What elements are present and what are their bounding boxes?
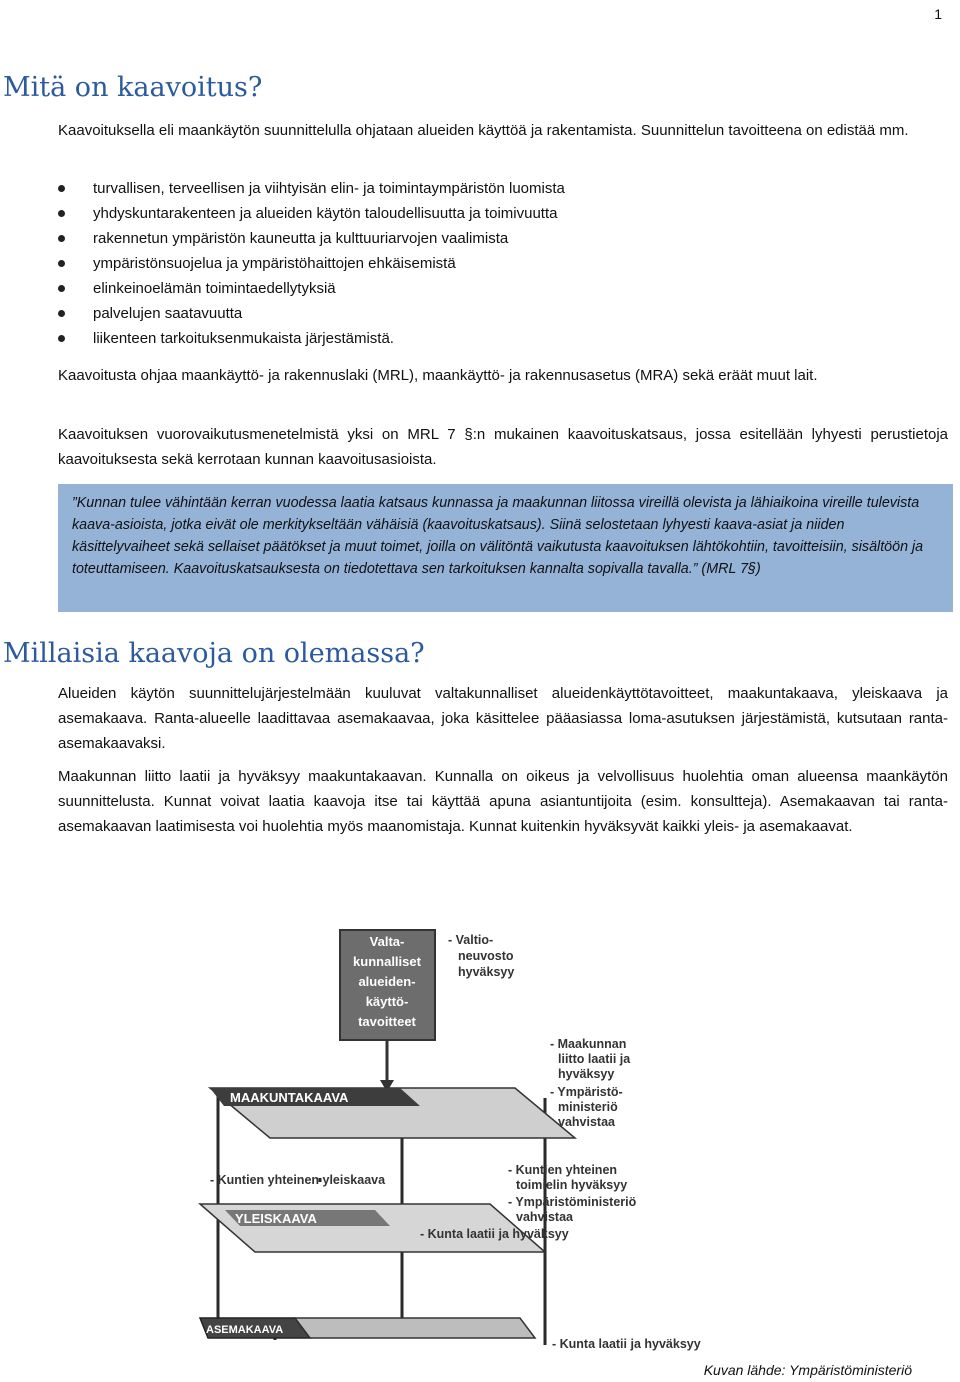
plane1-note-line: vahvistaa (558, 1115, 615, 1129)
bullet-icon (58, 285, 65, 292)
planning-hierarchy-diagram (190, 920, 770, 1365)
list-item-text: elinkeinoelämän toimintaedellytyksiä (93, 280, 336, 297)
law-quote-box: ”Kunnan tulee vähintään kerran vuodessa laatia katsaus kunnassa ja maakunnan liitossa vireillä olevista ja lähiaikoina vireille tulevista kaava-asioista, jotka eivät ole merkitykseltään vähäisiä (kaavoituskatsaus). Siinä selostetaan lyhyesti kaava-asiat ja niiden käsittelyvaiheet sekä sellaiset päätökset ja muut toimet, joilla on välitöntä vaikutusta kaavoituksen lähtökohtiin, tavoitteisiin, sisältöön ja toteuttamiseen. Kaavoituskatsauksesta on tiedotettava sen tarkoituksen kannalta sopivalla tavalla.” (MRL 7§) (58, 484, 953, 612)
law-paragraph: Kaavoitusta ohjaa maankäyttö- ja rakennuslaki (MRL), maankäyttö- ja rakennusasetus (MRA) sekä eräät muut lait. (58, 367, 818, 384)
list-item-text: yhdyskuntarakenteen ja alueiden käytön taloudellisuutta ja toimivuutta (93, 205, 558, 222)
list-item (58, 276, 565, 301)
plane2-note-line: - Ympäristöministeriö (508, 1195, 637, 1209)
list-item-text: liikenteen tarkoituksenmukaista järjestämistä. (93, 330, 394, 347)
top-note-line: hyväksyy (458, 965, 515, 979)
regional-plan-label: MAAKUNTAKAAVA (230, 1090, 349, 1105)
top-note-line: - Valtio- (448, 933, 494, 947)
plane3-note: - Kunta laatii ja hyväksyy (552, 1337, 701, 1351)
plane1-note-line: - Maakunnan (550, 1037, 627, 1051)
intro-paragraph: Kaavoituksella eli maankäytön suunnittelulla ohjataan alueiden käyttöä ja rakentamista. Suunnittelun tavoitteena on edistää mm. (58, 122, 909, 139)
list-item (58, 176, 565, 201)
top-box-line: tavoitteet (358, 1014, 416, 1029)
top-box-line: käyttö- (365, 994, 409, 1009)
plane2-bottom-note: - Kunta laatii ja hyväksyy (420, 1227, 569, 1241)
bullet-icon (58, 235, 65, 242)
page-number: 1 (934, 6, 942, 22)
plane2-note-line: toimielin hyväksyy (516, 1178, 628, 1192)
master-plan-label: YLEISKAAVA (235, 1211, 317, 1226)
bullet-icon (58, 335, 65, 342)
list-item (58, 226, 565, 251)
plane1-note-line: hyväksyy (558, 1067, 615, 1081)
list-item-text: turvallisen, terveellisen ja viihtyisän elin- ja toimintaympäristön luomista (93, 180, 565, 197)
list-item (58, 201, 565, 226)
list-item (58, 301, 565, 326)
top-box-line: Valta- (369, 934, 405, 949)
figure-caption: Kuvan lähde: Ympäristöministeriö (703, 1362, 912, 1378)
bullet-icon (58, 210, 65, 217)
section-title-kaavoitus: Mitä on kaavoitus? (3, 72, 263, 103)
top-box-line: alueiden- (358, 974, 416, 989)
goals-list (58, 176, 565, 351)
plans-paragraph: Alueiden käytön suunnittelujärjestelmään kuuluvat valtakunnalliset alueidenkäyttötavoitteet, maakuntakaava, yleiskaava ja asemakaava. Ranta-alueelle laadittavaa asemakaavaa, joka käsittelee pääasiassa loma-asutuksen järjestämistä, kutsutaan ranta-asemakaavaksi. (58, 685, 948, 752)
plane1-note-line: ministeriö (558, 1100, 618, 1114)
bullet-icon (58, 260, 65, 267)
responsibility-paragraph: Maakunnan liitto laatii ja hyväksyy maakuntakaavan. Kunnalla on oikeus ja velvollisuus huolehtia oman alueensa maankäytön suunnittelusta. Kunnat voivat laatia kaavoja itse tai käyttää apuna asiantuntijoita (esim. konsultteja). Asemakaavan tai ranta-asemakaavan laatimisesta voi huolehtia myös maanomistaja. Kunnat kuitenkin hyväksyvät kaikki yleis- ja asemakaavat. (58, 768, 948, 835)
list-item-text: ympäristönsuojelua ja ympäristöhaittojen ehkäisemistä (93, 255, 456, 272)
bullet-icon (58, 185, 65, 192)
plane2-note-line: vahvistaa (516, 1210, 573, 1224)
plane2-note-line: - Kuntien yhteinen (508, 1163, 618, 1177)
top-box-line: kunnalliset (353, 954, 421, 969)
review-paragraph: Kaavoituksen vuorovaikutusmenetelmistä yksi on MRL 7 §:n mukainen kaavoituskatsaus, jossa esitellään lyhyesti perustietoja kaavoituksesta sekä kerrotaan kunnan kaavoitusasioista. (58, 426, 948, 468)
plane2-top-note: - Kuntien yhteinen yleiskaava (210, 1173, 386, 1187)
list-item (58, 326, 565, 351)
list-item-text: palvelujen saatavuutta (93, 305, 243, 322)
plane1-note-line: liitto laatii ja (558, 1052, 631, 1066)
list-item-text: rakennetun ympäristön kauneutta ja kulttuuriarvojen vaalimista (93, 230, 509, 247)
top-note-line: neuvosto (458, 949, 514, 963)
section-title-kaavat: Millaisia kaavoja on olemassa? (3, 638, 425, 669)
detailed-plan-label: ASEMAKAAVA (206, 1324, 284, 1336)
bullet-icon (58, 310, 65, 317)
plane1-note-line: - Ympäristö- (550, 1085, 623, 1099)
list-item (58, 251, 565, 276)
